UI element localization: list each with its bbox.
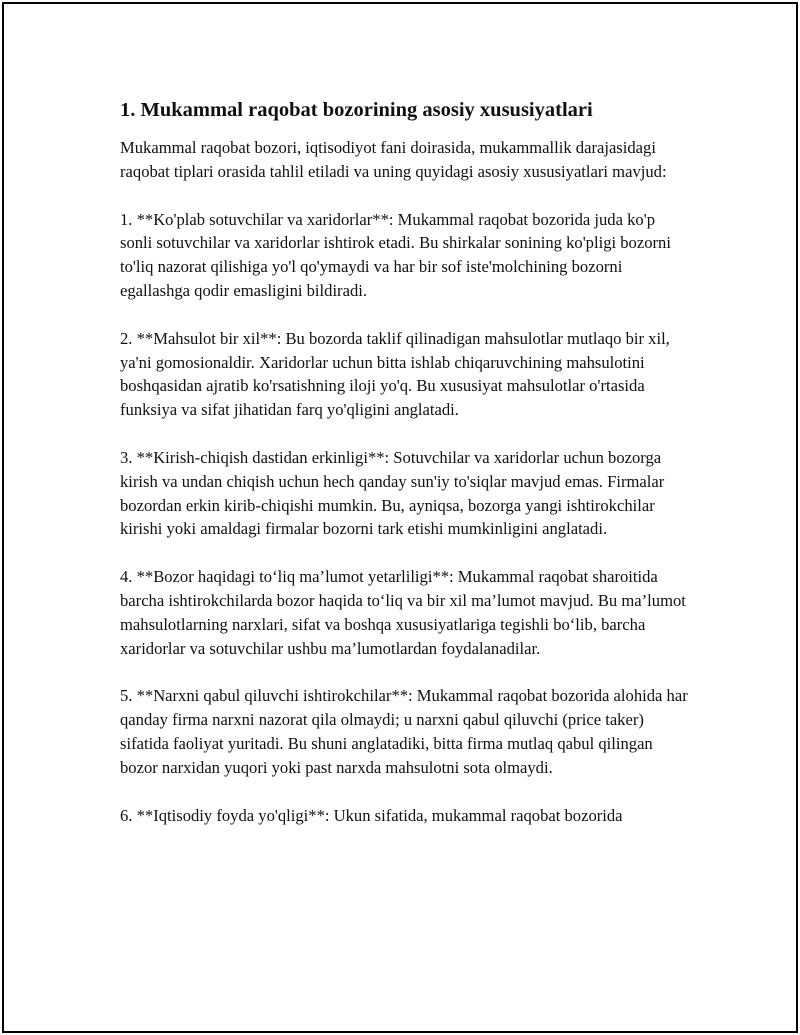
list-item-6: 6. **Iqtisodiy foyda yo'qligi**: Ukun sifatida, mukammal raqobat bozorida: [120, 805, 623, 825]
document-body: [120, 97, 690, 851]
list-item-4: 4. **Bozor haqidagi to‘liq ma’lumot yetarliligi**: Mukammal raqobat sharoitida barcha ishtirokchilarda bozor haqida to‘liq va bir xil ma’lumot mavjud. Bu ma’lumot mahsulotlarning narxlari, sifat va boshqa xususiyatlariga tegishli bo‘lib, barcha xaridorlar va sotuvchilar ushbu ma’lumotlardan foydalanadilar.: [120, 567, 686, 658]
list-item-5: 5. **Narxni qabul qiluvchi ishtirokchilar**: Mukammal raqobat bozorida alohida har qanday firma narxni nazorat qila olmaydi; u narxni qabul qiluvchi (price taker) sifatida faoliyat yuritadi. Bu shuni anglatadiki, bitta firma mutlaq qabul qilingan bozor narxidan yuqori yoki past narxda mahsulotni sota olmaydi.: [120, 686, 688, 777]
section-heading: 1. Mukammal raqobat bozorining asosiy xususiyatlari: [120, 99, 593, 121]
page-frame: [2, 2, 798, 1033]
list-item-3: 3. **Kirish-chiqish dastidan erkinligi**: Sotuvchilar va xaridorlar uchun bozorga kirish va undan chiqish uchun hech qanday sun'iy to'siqlar mavjud emas. Firmalar bozordan erkin kirib-chiqishi mumkin. Bu, ayniqsa, bozorga yangi ishtirokchilar kirishi yoki amaldagi firmalar bozorni tark etishi mumkinligini anglatadi.: [120, 447, 665, 539]
list-item-2: 2. **Mahsulot bir xil**: Bu bozorda taklif qilinadigan mahsulotlar mutlaqo bir xil, ya'ni gomosionaldir. Xaridorlar uchun bitta ishlab chiqaruvchining mahsulotini boshqasidan ajratib ko'rsatishning iloji yo'q. Bu xususiyat mahsulotlar o'rtasida funksiya va sifat jihatidan farq yo'qligini anglatadi.: [120, 328, 670, 420]
list-item-1: 1. **Ko'plab sotuvchilar va xaridorlar**: Mukammal raqobat bozorida juda ko'p sonli sotuvchilar va xaridorlar ishtirok etadi. Bu shirkalar sonining ko'pligi bozorni to'liq nazorat qilishiga yo'l qo'ymaydi va har bir sof iste'molchining bozorni egallashga qodir emasligini bildiradi.: [120, 209, 671, 300]
intro-paragraph: Mukammal raqobat bozori, iqtisodiyot fani doirasida, mukammallik darajasidagi raqobat tiplari orasida tahlil etiladi va uning quyidagi asosiy xususiyatlari mavjud:: [120, 138, 667, 181]
